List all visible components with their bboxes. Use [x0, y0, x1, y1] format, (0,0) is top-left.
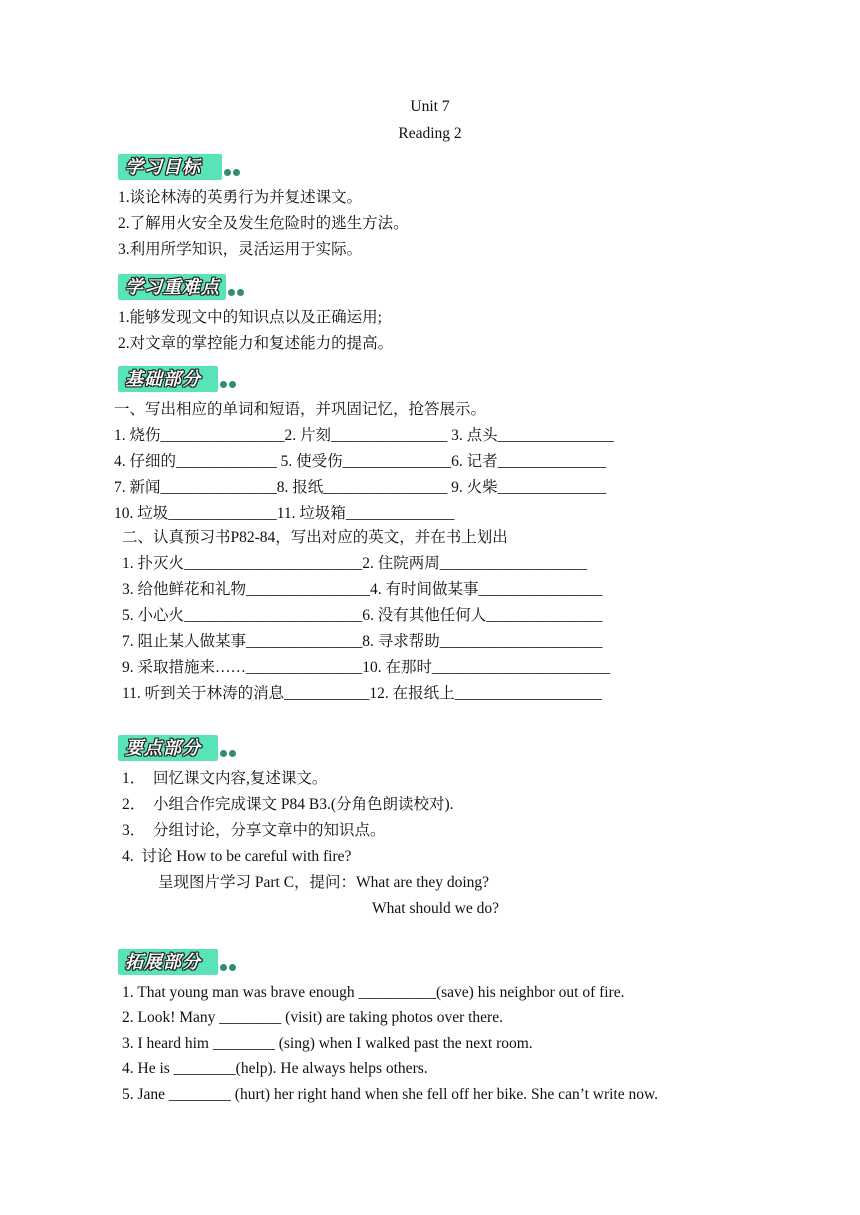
part1-instruction: 一、写出相应的单词和短语，并巩固记忆，抢答展示。 — [114, 401, 487, 418]
part2-row: 1. 扑灭火_______________________2. 住院两周___________________ — [122, 555, 588, 572]
dots-icon — [220, 958, 238, 976]
essential-item: What should we do? — [372, 900, 499, 917]
part1-row: 1. 烧伤________________2. 片刻_______________ 3. 点头_______________ — [114, 427, 614, 444]
section-title-extension: 拓展部分 — [125, 952, 201, 973]
part2-row: 3. 给他鲜花和礼物________________4. 有时间做某事________________ — [122, 581, 603, 598]
section-banner-essentials — [118, 733, 246, 763]
essential-item: 2． 小组合作完成课文 P84 B3.(分角色朗读校对). — [122, 796, 454, 813]
essential-item: 1． 回忆课文内容,复述课文。 — [122, 770, 328, 787]
part2-row: 9. 采取措施来……_______________10. 在那时_______________________ — [122, 659, 611, 676]
part2-row: 5. 小心火_______________________6. 没有其他任何人_______________ — [122, 607, 603, 624]
page-title: Unit 7 — [410, 98, 450, 115]
essential-item: 3． 分组讨论，分享文章中的知识点。 — [122, 822, 386, 839]
goal-item: 2.了解用火安全及发生危险时的逃生方法。 — [118, 215, 409, 232]
dots-icon — [220, 375, 238, 393]
exercise-item: 4. He is ________(help). He always helps others. — [122, 1060, 428, 1077]
goal-item: 3.利用所学知识，灵活运用于实际。 — [118, 241, 363, 258]
dots-icon — [228, 283, 246, 301]
exercise-item: 1. That young man was brave enough __________(save) his neighbor out of fire. — [122, 984, 625, 1001]
section-banner-extension — [118, 947, 248, 977]
section-title-basics: 基础部分 — [125, 369, 201, 390]
essential-item: 4. 讨论 How to be careful with fire? — [122, 848, 352, 865]
goal-item: 1.谈论林涛的英勇行为并复述课文。 — [118, 189, 363, 206]
key-point-item: 1.能够发现文中的知识点以及正确运用; — [118, 309, 382, 326]
essential-item: 呈现图片学习 Part C，提问：What are they doing? — [158, 874, 490, 891]
section-title-key-points: 学习重难点 — [125, 277, 220, 298]
section-banner-key-points — [118, 272, 253, 302]
exercise-item: 5. Jane ________ (hurt) her right hand when she fell off her bike. She can’t write now. — [122, 1086, 659, 1103]
part2-instruction: 二、认真预习书P82-84，写出对应的英文，并在书上划出 — [122, 529, 508, 546]
dots-icon — [224, 163, 242, 181]
dots-icon — [220, 744, 238, 762]
section-banner-basics — [118, 364, 248, 394]
page-subtitle: Reading 2 — [398, 125, 462, 142]
part1-row: 7. 新闻_______________8. 报纸________________ 9. 火柴______________ — [114, 479, 607, 496]
key-point-item: 2.对文章的掌控能力和复述能力的提高。 — [118, 335, 394, 352]
part2-row: 7. 阻止某人做某事_______________8. 寻求帮助_____________________ — [122, 633, 603, 650]
section-banner-goals — [118, 152, 250, 182]
exercise-item: 2. Look! Many ________ (visit) are taking photos over there. — [122, 1009, 503, 1026]
section-title-goals: 学习目标 — [125, 157, 201, 178]
exercise-item: 3. I heard him ________ (sing) when I walked past the next room. — [122, 1035, 533, 1052]
part1-row: 4. 仔细的_____________ 5. 使受伤______________6. 记者______________ — [114, 453, 607, 470]
part2-row: 11. 听到关于林涛的消息___________12. 在报纸上___________________ — [122, 685, 602, 702]
section-title-essentials: 要点部分 — [125, 738, 201, 759]
part1-row: 10. 垃圾______________11. 垃圾箱______________ — [114, 505, 455, 522]
